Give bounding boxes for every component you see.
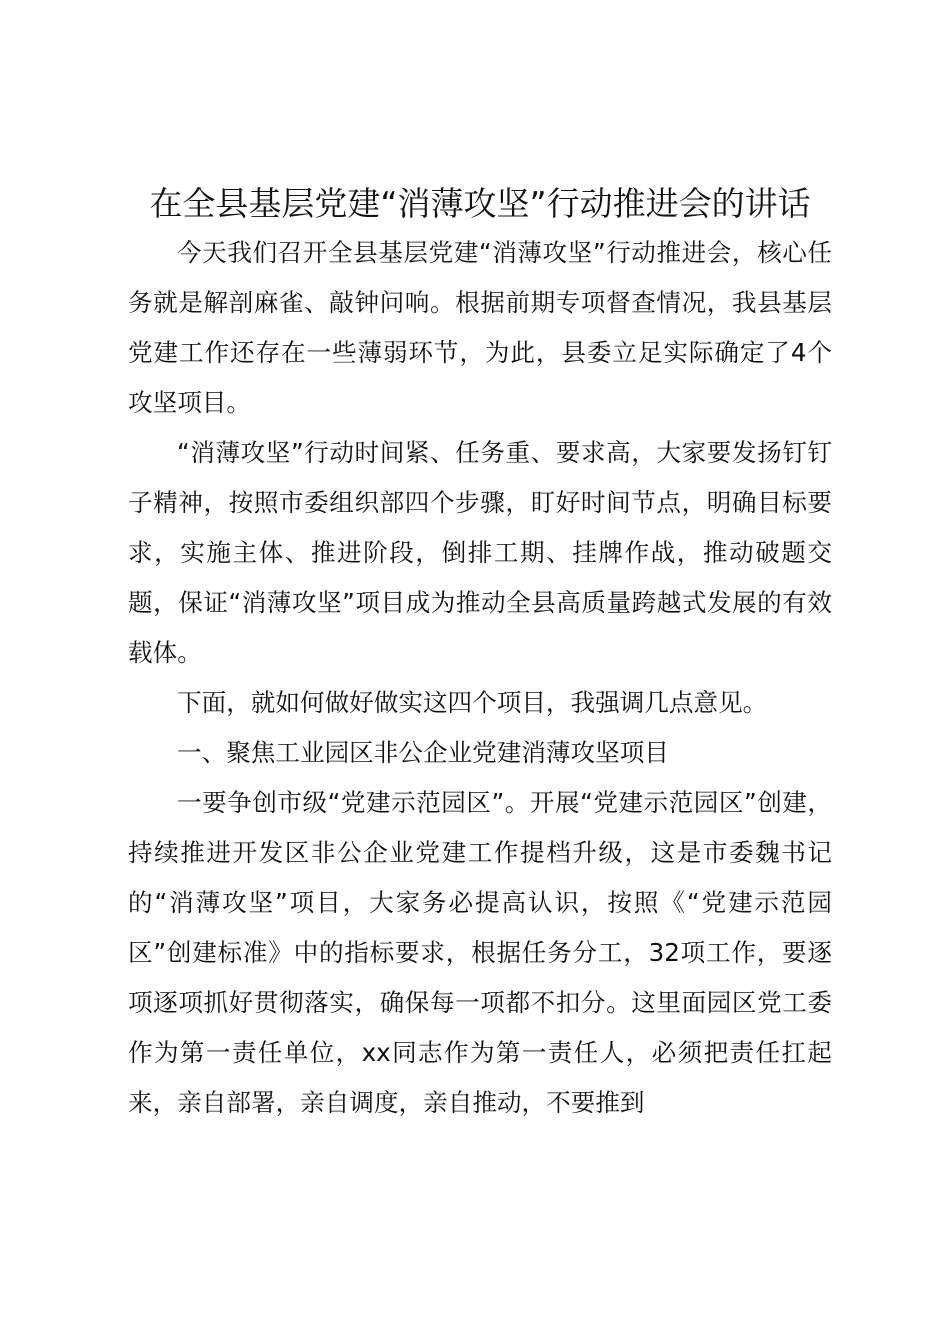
- section-heading-1: 一、聚焦工业园区非公企业党建消薄攻坚项目: [177, 738, 669, 767]
- document-body: [128, 180, 832, 1128]
- paragraph-requirements: “消薄攻坚”行动时间紧、任务重、要求高，大家要发扬钉钉子精神，按照市委组织部四个步骤，盯好时间节点，明确目标要求，实施主体、推进阶段，倒排工期、挂牌作战，推动破题交题，保证“消薄攻坚”项目成为推动全县高质量跨越式发展的有效载体。: [128, 438, 832, 667]
- paragraph-intro: 今天我们召开全县基层党建“消薄攻坚”行动推进会，核心任务就是解剖麻雀、敲钟问响。根据前期专项督查情况，我县基层党建工作还存在一些薄弱环节，为此，县委立足实际确定了4个攻坚项目。: [128, 238, 832, 417]
- document-title: 在全县基层党建“消薄攻坚”行动推进会的讲话: [149, 184, 811, 223]
- paragraph-item-1: 一要争创市级“党建示范园区”。开展“党建示范园区”创建，持续推进开发区非公企业党建工作提档升级，这是市委魏书记的“消薄攻坚”项目，大家务必提高认识，按照《“党建示范园区”创建标准》中的指标要求，根据任务分工，32项工作，要逐项逐项抓好贯彻落实，确保每一项都不扣分。这里面园区党工委作为第一责任单位，xx同志作为第一责任人，必须把责任扛起来，亲自部署，亲自调度，亲自推动，不要推到: [128, 788, 832, 1117]
- paragraph-transition: 下面，就如何做好做实这四个项目，我强调几点意见。: [177, 688, 768, 717]
